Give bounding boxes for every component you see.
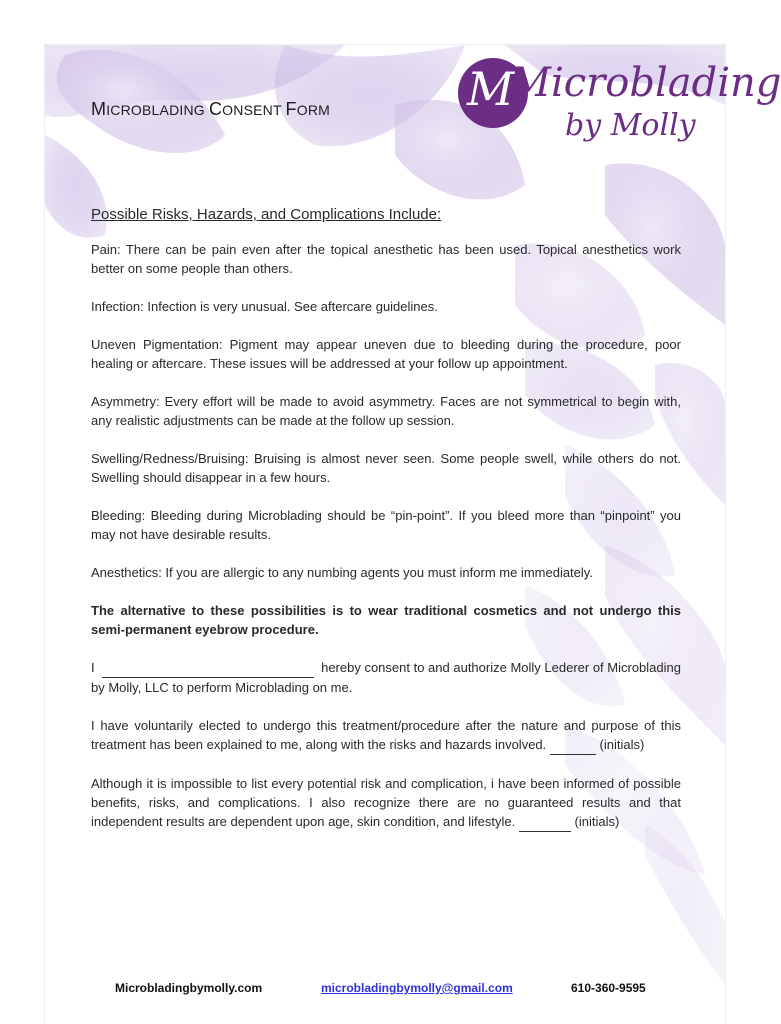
risk-infection: Infection: Infection is very unusual. See aftercare guidelines. (91, 299, 438, 314)
footer-phone: 610-360-9595 (571, 981, 646, 995)
footer-website[interactable]: Microbladingbymolly.com (115, 981, 263, 995)
risk-pain: Pain: There can be pain even after the topical anesthetic has been used. Topical anesthetics work better on some people than others. (91, 242, 681, 276)
section-heading: Possible Risks, Hazards, and Complications Include: (91, 206, 442, 223)
consent-form-page (45, 45, 781, 1024)
form-body (91, 205, 681, 851)
logo-line1: Microblading (510, 60, 781, 106)
risk-pigmentation: Uneven Pigmentation: Pigment may appear uneven due to bleeding during the procedure, poor healing or aftercare. These issues will be addressed at your follow up appointment. (91, 337, 681, 371)
logo-initial: M (467, 62, 515, 116)
voluntary-statement: I have voluntarily elected to undergo this treatment/procedure after the nature and purpose of this treatment has been explained to me, along with the risks and hazards involved. (initials) (91, 716, 681, 755)
risk-bleeding: Bleeding: Bleeding during Microblading should be “pin-point”. If you bleed more than “pinpoint” you may not have desirable results. (91, 508, 681, 542)
risk-anesthetics: Anesthetics: If you are allergic to any numbing agents you must inform me immediately. (91, 565, 593, 580)
name-signature-line[interactable] (102, 658, 314, 678)
microblading-logo (450, 50, 781, 170)
consent-statement: I hereby consent to and authorize Molly Lederer of Microblading by Molly, LLC to perform Microblading on me. (91, 660, 681, 695)
logo-line2: by Molly (565, 108, 696, 143)
risk-swelling: Swelling/Redness/Bruising: Bruising is almost never seen. Some people swell, while others do not. Swelling should disappear in a few hours. (91, 451, 681, 485)
risk-asymmetry: Asymmetry: Every effort will be made to avoid asymmetry. Faces are not symmetrical to begin with, any realistic adjustments can be made at the follow up session. (91, 394, 681, 428)
acknowledgement-statement: Although it is impossible to list every potential risk and complication, i have been informed of possible benefits, risks, and complications. I also recognize there are no guaranteed results and that independent results are dependent upon age, skin condition, and lifestyle. (initials) (91, 774, 681, 832)
alternative-note: The alternative to these possibilities is to wear traditional cosmetics and not undergo this semi-permanent eyebrow procedure. (91, 603, 681, 637)
initials-line-2[interactable] (519, 812, 571, 832)
initials-line-1[interactable] (550, 735, 596, 755)
page-title: MICROBLADING CONSENT FORM (91, 99, 331, 119)
footer-email-link[interactable]: microbladingbymolly@gmail.com (321, 981, 513, 995)
footer (45, 981, 725, 1001)
